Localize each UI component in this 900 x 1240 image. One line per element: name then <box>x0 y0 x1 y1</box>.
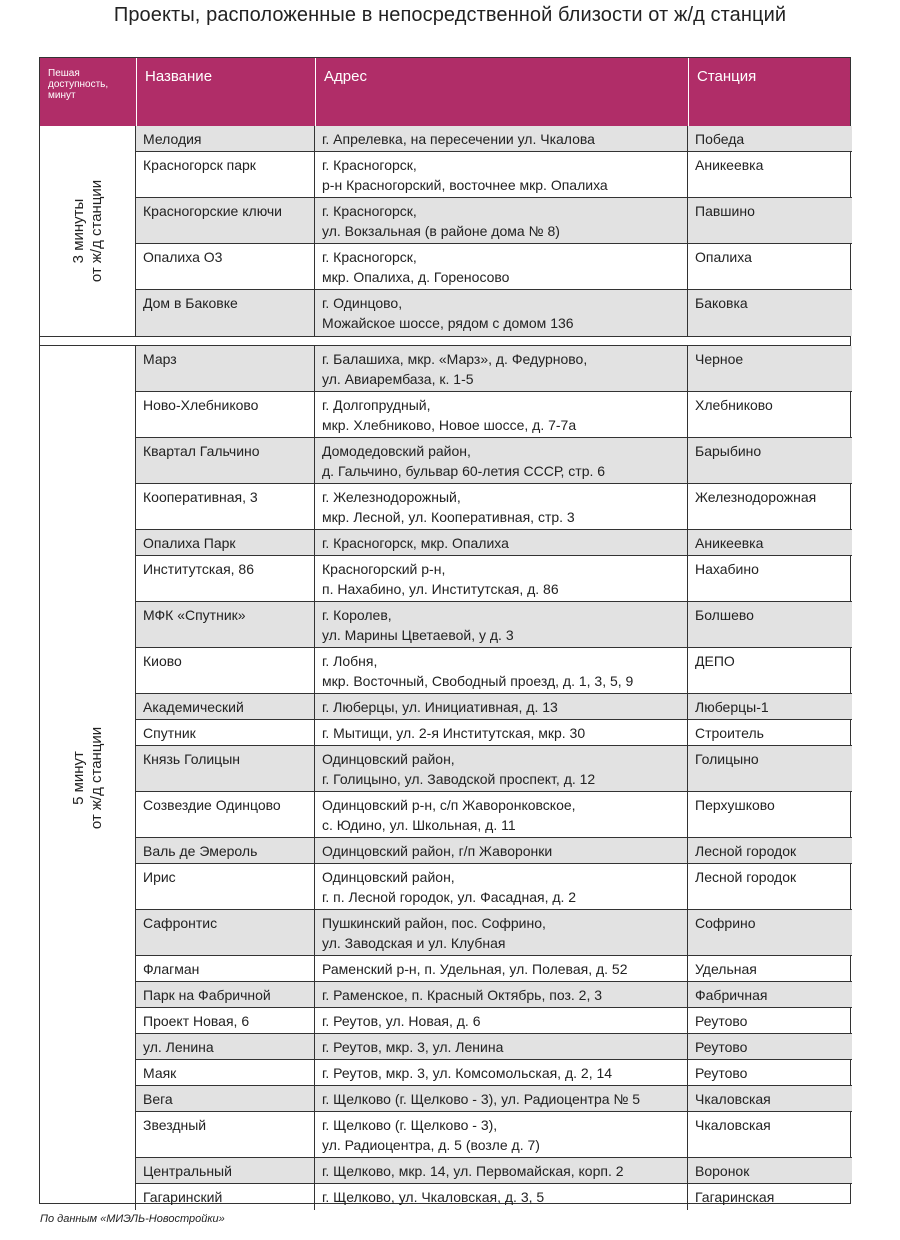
walk-time-text: 3 минуты от ж/д станции <box>69 179 105 283</box>
station-cell: Строитель <box>695 725 764 741</box>
address-cell: Раменский р-н, п. Удельная, ул. Полевая, д. 52 <box>315 956 688 981</box>
project-name-cell: Вега <box>136 1086 315 1111</box>
table-row <box>136 126 852 152</box>
project-name-cell: Опалиха О3 <box>136 244 315 289</box>
table-row <box>136 838 852 864</box>
project-name-cell: Парк на Фабричной <box>136 982 315 1007</box>
address-cell: Красногорский р-н, п. Нахабино, ул. Институтская, д. 86 <box>315 556 688 601</box>
address-cell: г. Реутов, мкр. 3, ул. Комсомольская, д. 2, 14 <box>315 1060 688 1085</box>
address-cell: Одинцовский р-н, с/п Жаворонковское, с. Юдино, ул. Школьная, д. 11 <box>315 792 688 837</box>
table-row <box>136 392 852 438</box>
station-cell: Опалиха <box>695 249 752 265</box>
station-cell: Лесной городок <box>695 869 797 885</box>
table-row <box>136 1008 852 1034</box>
station-cell: Павшино <box>695 203 755 219</box>
table-row <box>136 1086 852 1112</box>
station-cell: Удельная <box>695 961 757 977</box>
project-name-cell: Кооперативная, 3 <box>136 484 315 529</box>
project-name-cell: Ирис <box>136 864 315 909</box>
project-name-cell: Мелодия <box>136 126 315 151</box>
table-row <box>136 1112 852 1158</box>
projects-table <box>39 57 851 1204</box>
station-cell: Люберцы-1 <box>695 699 769 715</box>
station-cell: Чкаловская <box>695 1091 771 1107</box>
table-row <box>136 198 852 244</box>
address-cell: г. Щелково (г. Щелково - 3), ул. Радиоцентра № 5 <box>315 1086 688 1111</box>
source-footnote: По данным «МИЭЛЬ-Новостройки» <box>40 1213 225 1225</box>
table-row <box>136 1060 852 1086</box>
address-cell: г. Железнодорожный, мкр. Лесной, ул. Кооперативная, стр. 3 <box>315 484 688 529</box>
table-row <box>136 694 852 720</box>
table-row <box>136 792 852 838</box>
address-cell: Одинцовский район, г. п. Лесной городок, ул. Фасадная, д. 2 <box>315 864 688 909</box>
address-cell: г. Одинцово, Можайское шоссе, рядом с домом 136 <box>315 290 688 336</box>
table-row <box>136 1184 852 1210</box>
table-row <box>136 910 852 956</box>
table-row <box>136 982 852 1008</box>
address-cell: г. Балашиха, мкр. «Марз», д. Федурново, ул. Авиарембаза, к. 1-5 <box>315 346 688 391</box>
project-name-cell: Красногорские ключи <box>136 198 315 243</box>
address-cell: г. Реутов, ул. Новая, д. 6 <box>315 1008 688 1033</box>
address-cell: г. Красногорск, ул. Вокзальная (в районе дома № 8) <box>315 198 688 243</box>
row-group <box>40 126 850 336</box>
station-cell: Болшево <box>695 607 754 623</box>
table-row <box>136 484 852 530</box>
station-cell: Воронок <box>695 1163 750 1179</box>
station-cell: Барыбино <box>695 443 762 459</box>
project-name-cell: Созвездие Одинцово <box>136 792 315 837</box>
page-title: Проекты, расположенные в непосредственной близости от ж/д станций <box>113 4 787 26</box>
walk-time-label <box>40 126 136 336</box>
table-row <box>136 346 852 392</box>
station-cell: ДЕПО <box>695 653 735 669</box>
address-cell: Одинцовский район, г/п Жаворонки <box>315 838 688 863</box>
header-walk-time: Пешая доступность, минут <box>48 68 109 101</box>
group-rows <box>136 126 852 336</box>
project-name-cell: Маяк <box>136 1060 315 1085</box>
address-cell: Одинцовский район, г. Голицыно, ул. Заводской проспект, д. 12 <box>315 746 688 791</box>
address-cell: г. Красногорск, мкр. Опалиха, д. Гореносово <box>315 244 688 289</box>
address-cell: г. Долгопрудный, мкр. Хлебниково, Новое шоссе, д. 7-7а <box>315 392 688 437</box>
address-cell: г. Красногорск, р-н Красногорский, восточнее мкр. Опалиха <box>315 152 688 197</box>
address-cell: г. Красногорск, мкр. Опалиха <box>315 530 688 555</box>
station-cell: Аникеевка <box>695 535 764 551</box>
address-cell: г. Щелково (г. Щелково - 3), ул. Радиоцентра, д. 5 (возле д. 7) <box>315 1112 688 1157</box>
station-cell: Хлебниково <box>695 397 773 413</box>
address-cell: г. Раменское, п. Красный Октябрь, поз. 2, 3 <box>315 982 688 1007</box>
station-cell: Фабричная <box>695 987 768 1003</box>
project-name-cell: Опалиха Парк <box>136 530 315 555</box>
project-name-cell: Квартал Гальчино <box>136 438 315 483</box>
project-name-cell: Валь де Эмероль <box>136 838 315 863</box>
table-row <box>136 746 852 792</box>
station-cell: Перхушково <box>695 797 775 813</box>
project-name-cell: Марз <box>136 346 315 391</box>
table-row <box>136 864 852 910</box>
walk-time-label <box>40 346 136 1210</box>
station-cell: Черное <box>695 351 744 367</box>
station-cell: Голицыно <box>695 751 759 767</box>
address-cell: г. Королев, ул. Марины Цветаевой, у д. 3 <box>315 602 688 647</box>
station-cell: Баковка <box>695 295 748 311</box>
project-name-cell: Гагаринский <box>136 1184 315 1210</box>
project-name-cell: МФК «Спутник» <box>136 602 315 647</box>
table-row <box>136 1158 852 1184</box>
project-name-cell: Спутник <box>136 720 315 745</box>
table-header <box>40 58 850 126</box>
project-name-cell: Киово <box>136 648 315 693</box>
group-rows <box>136 346 852 1210</box>
address-cell: г. Люберцы, ул. Инициативная, д. 13 <box>315 694 688 719</box>
table-row <box>136 1034 852 1060</box>
row-group <box>40 346 850 1210</box>
address-cell: г. Щелково, ул. Чкаловская, д. 3, 5 <box>315 1184 688 1210</box>
station-cell: Реутово <box>695 1065 748 1081</box>
station-cell: Победа <box>695 131 745 147</box>
address-cell: г. Лобня, мкр. Восточный, Свободный проезд, д. 1, 3, 5, 9 <box>315 648 688 693</box>
table-row <box>136 152 852 198</box>
station-cell: Аникеевка <box>695 157 764 173</box>
address-cell: г. Апрелевка, на пересечении ул. Чкалова <box>315 126 688 151</box>
table-row <box>136 602 852 648</box>
project-name-cell: ул. Ленина <box>136 1034 315 1059</box>
project-name-cell: Сафронтис <box>136 910 315 955</box>
walk-time-text: 5 минут от ж/д станции <box>69 726 105 830</box>
station-cell: Реутово <box>695 1039 748 1055</box>
table-row <box>136 720 852 746</box>
project-name-cell: Академический <box>136 694 315 719</box>
table-row <box>136 648 852 694</box>
address-cell: г. Щелково, мкр. 14, ул. Первомайская, корп. 2 <box>315 1158 688 1183</box>
table-row <box>136 290 852 336</box>
station-cell: Софрино <box>695 915 756 931</box>
project-name-cell: Красногорск парк <box>136 152 315 197</box>
table-row <box>136 438 852 484</box>
table-row <box>136 556 852 602</box>
header-name: Название <box>136 58 315 126</box>
station-cell: Нахабино <box>695 561 759 577</box>
table-row <box>136 244 852 290</box>
project-name-cell: Институтская, 86 <box>136 556 315 601</box>
table-row <box>136 530 852 556</box>
address-cell: г. Мытищи, ул. 2-я Институтская, мкр. 30 <box>315 720 688 745</box>
project-name-cell: Центральный <box>136 1158 315 1183</box>
station-cell: Чкаловская <box>695 1117 771 1133</box>
station-cell: Гагаринская <box>695 1189 775 1205</box>
station-cell: Лесной городок <box>695 843 797 859</box>
table-row <box>136 956 852 982</box>
header-station: Станция <box>688 58 852 126</box>
station-cell: Железнодорожная <box>695 489 817 505</box>
group-separator <box>40 336 850 346</box>
address-cell: Пушкинский район, пос. Софрино, ул. Заводская и ул. Клубная <box>315 910 688 955</box>
project-name-cell: Звездный <box>136 1112 315 1157</box>
header-address: Адрес <box>315 58 688 126</box>
address-cell: Домодедовский район, д. Гальчино, бульвар 60-летия СССР, стр. 6 <box>315 438 688 483</box>
project-name-cell: Дом в Баковке <box>136 290 315 336</box>
project-name-cell: Князь Голицын <box>136 746 315 791</box>
project-name-cell: Проект Новая, 6 <box>136 1008 315 1033</box>
address-cell: г. Реутов, мкр. 3, ул. Ленина <box>315 1034 688 1059</box>
station-cell: Реутово <box>695 1013 748 1029</box>
project-name-cell: Ново-Хлебниково <box>136 392 315 437</box>
project-name-cell: Флагман <box>136 956 315 981</box>
